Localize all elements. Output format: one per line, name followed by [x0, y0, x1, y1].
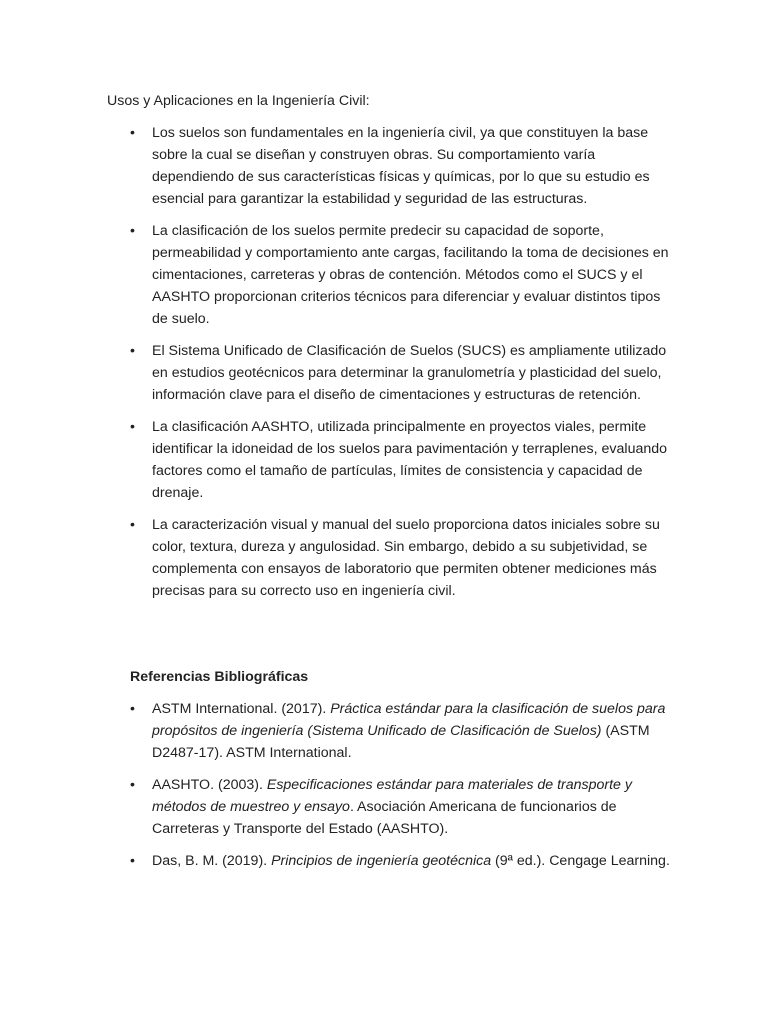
bullet-icon: • — [130, 853, 135, 869]
bullet-icon: • — [130, 777, 135, 793]
bullet-icon: • — [130, 125, 135, 141]
reference-item — [130, 698, 670, 764]
reference-item — [130, 850, 670, 872]
references-list — [130, 698, 670, 882]
list-item-text: El Sistema Unificado de Clasificación de Suelos (SUCS) es ampliamente utilizado en estudios geotécnicos para determinar la granulometría y plasticidad del suelo, información clave para el diseño de cimentaciones y estructuras de retención. — [152, 343, 667, 403]
reference-title: Principios de ingeniería geotécnica — [271, 853, 492, 869]
list-item-text: Los suelos son fundamentales en la ingeniería civil, ya que constituyen la base sobre la cual se diseñan y construyen obras. Su comportamiento varía dependiendo de sus características físicas y químicas, por lo que su estudio es esencial para garantizar la estabilidad y seguridad de las estructuras. — [152, 125, 650, 207]
bullet-icon: • — [130, 343, 135, 359]
list-item — [130, 220, 670, 330]
uses-list — [130, 122, 670, 612]
reference-item — [130, 774, 670, 840]
list-item-text: La clasificación AASHTO, utilizada principalmente en proyectos viales, permite identificar la idoneidad de los suelos para pavimentación y terraplenes, evaluando factores como el tamaño de partículas, límites de consistencia y capacidad de drenaje. — [152, 419, 668, 501]
reference-title: Especificaciones estándar para materiales de transporte y métodos de muestreo y ensayo — [152, 777, 632, 815]
list-item — [130, 340, 670, 406]
bullet-icon: • — [130, 419, 135, 435]
reference-prefix: ASTM International. (2017). — [152, 701, 331, 717]
references-title: Referencias Bibliográficas — [130, 669, 309, 685]
list-item — [130, 122, 670, 210]
section-title: Usos y Aplicaciones en la Ingeniería Civil: — [107, 93, 370, 109]
reference-prefix: Das, B. M. (2019). — [152, 853, 272, 869]
reference-suffix: (9ª ed.). Cengage Learning. — [491, 853, 670, 869]
list-item-text: La caracterización visual y manual del suelo proporciona datos iniciales sobre su color, textura, dureza y angulosidad. Sin embargo, debido a su subjetividad, se complementa con ensayos de laboratorio que permiten obtener mediciones más precisas para su correcto uso en ingeniería civil. — [152, 517, 660, 599]
reference-prefix: AASHTO. (2003). — [152, 777, 267, 793]
bullet-icon: • — [130, 701, 135, 717]
reference-suffix: . Asociación Americana de funcionarios de Carreteras y Transporte del Estado (AASHTO). — [152, 799, 617, 837]
list-item-text: La clasificación de los suelos permite predecir su capacidad de soporte, permeabilidad y comportamiento ante cargas, facilitando la toma de decisiones en cimentaciones, carreteras y obras de contención. Métodos como el SUCS y el AASHTO proporcionan criterios técnicos para diferenciar y evaluar distintos tipos de suelo. — [152, 223, 669, 327]
bullet-icon: • — [130, 223, 135, 239]
reference-suffix: (ASTM D2487-17). ASTM International. — [152, 723, 650, 761]
reference-title: Práctica estándar para la clasificación de suelos para propósitos de ingeniería (Sistema Unificado de Clasificación de Suelos) — [152, 701, 666, 739]
list-item — [130, 514, 670, 602]
list-item — [130, 416, 670, 504]
bullet-icon: • — [130, 517, 135, 533]
